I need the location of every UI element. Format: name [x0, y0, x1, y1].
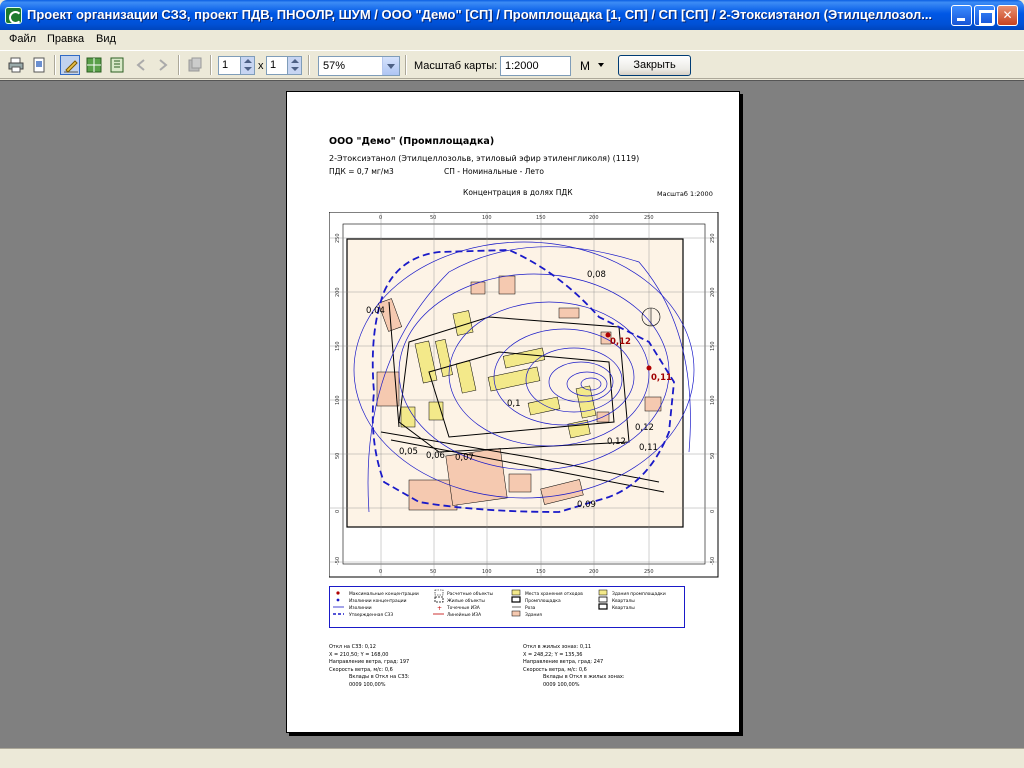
tick-x: 0: [379, 569, 383, 575]
layers-icon: [86, 57, 102, 73]
tick-y: 150: [335, 341, 341, 351]
map-legend: [329, 586, 689, 630]
page-setup-icon: [31, 57, 47, 73]
tick-x: 50: [430, 215, 437, 221]
contour-label: 0,11: [651, 373, 672, 383]
pages-button[interactable]: [184, 55, 204, 75]
chevron-down-icon[interactable]: [382, 57, 399, 75]
stats-residential: [523, 644, 625, 689]
arrow-right-icon: [155, 57, 171, 73]
tick-x: 200: [589, 569, 599, 575]
contour-label: 0,06: [426, 451, 445, 461]
tick-y: -50: [335, 556, 341, 565]
unit-arrow-icon[interactable]: [598, 63, 604, 67]
tick-x: 250: [644, 569, 654, 575]
tick-x: 200: [589, 215, 599, 221]
page-setup-button[interactable]: [29, 55, 49, 75]
zoom-select[interactable]: [318, 56, 400, 76]
pdk-value: ПДК = 0,7 мг/м3: [329, 167, 394, 176]
edit-map-button[interactable]: [60, 55, 80, 75]
legend-item: Точечные ИЗА: [447, 606, 480, 611]
tick-x: 100: [482, 569, 492, 575]
menu-bar: [0, 30, 1024, 50]
pages-x-separator: x: [258, 60, 264, 72]
printer-icon: [8, 57, 24, 73]
legend-item: Места хранения отходов: [525, 592, 583, 597]
print-button[interactable]: [6, 55, 26, 75]
pages-y-stepper[interactable]: [266, 56, 302, 75]
tick-x: 150: [536, 569, 546, 575]
menu-edit[interactable]: Правка: [47, 33, 85, 45]
map-scale-input[interactable]: 1:2000: [500, 56, 571, 76]
substance-title: 2-Этоксиэтанол (Этилцеллозольв, этиловый эфир этиленгликоля) (1119): [329, 154, 640, 163]
tick-y: 0: [710, 509, 716, 513]
legend-item: Здания промплощадки: [612, 592, 666, 597]
stats-line: Направление ветра, град: 197: [329, 659, 410, 665]
pages-x-stepper[interactable]: [218, 56, 255, 75]
legend-item: Здания: [525, 613, 542, 618]
tick-y: 0: [335, 509, 341, 513]
status-bar: [0, 748, 1024, 768]
pages-icon: [186, 57, 202, 73]
tick-y: 200: [335, 287, 341, 297]
stats-szz: [329, 644, 409, 689]
menu-view[interactable]: Вид: [96, 33, 116, 45]
tick-x: 50: [430, 569, 437, 575]
legend-item: Линейные ИЗА: [447, 613, 482, 618]
close-button[interactable]: Закрыть: [618, 55, 691, 76]
legend-item: Роза: [525, 606, 536, 611]
contour-label: 0,12: [610, 337, 631, 347]
stats-line: Скорость ветра, м/с: 0,6: [523, 666, 587, 673]
legend-item: Расчетные объекты: [447, 592, 493, 597]
close-window-button[interactable]: ✕: [997, 5, 1018, 26]
contour-label: 0,1: [507, 399, 521, 409]
stats-line: Вклады в Откл в жилых зонах:: [543, 674, 625, 680]
stats-line: X = 248,22; Y = 135,36: [523, 651, 583, 658]
stats-line: X = 210,50; Y = 168,00: [329, 651, 389, 658]
stats-line: 0009 100,00%: [349, 681, 386, 688]
contour-label: 0,12: [635, 423, 654, 433]
arrow-left-icon: [133, 57, 149, 73]
layers-button[interactable]: [84, 55, 104, 75]
stats-line: Скорость ветра, м/с: 0,6: [329, 666, 393, 673]
pencil-chart-icon: [63, 58, 79, 74]
legend-item: Изолинии: [349, 606, 372, 611]
pages-x-value: 1: [222, 59, 229, 71]
legend-item: Утвержденная СЗЗ: [349, 613, 394, 618]
contour-label: 0,07: [455, 453, 474, 463]
svg-text:+: +: [437, 605, 443, 612]
contour-label: 0,11: [639, 443, 658, 453]
contour-label: 0,08: [587, 270, 606, 280]
map-scale-text: Масштаб 1:2000: [657, 190, 713, 198]
tick-y: 150: [710, 341, 716, 351]
stats-line: Откл на СЗЗ: 0,12: [329, 644, 376, 650]
stats-line: Направление ветра, град: 247: [523, 659, 604, 665]
legend-icon: [109, 57, 125, 73]
contour-label: 0,09: [577, 500, 596, 510]
legend-item: Промплощадка: [525, 599, 561, 604]
minimize-button[interactable]: [951, 5, 972, 26]
tick-y: -50: [710, 556, 716, 565]
title-bar: [0, 0, 1024, 30]
map-title: Концентрация в долях ПДК: [463, 188, 573, 197]
org-title: ООО "Демо" (Промплощадка): [329, 136, 495, 147]
zoom-value: 57%: [323, 60, 346, 72]
menu-file[interactable]: Файл: [9, 33, 37, 45]
report-page: [286, 91, 740, 733]
tick-y: 50: [335, 452, 341, 459]
tick-x: 100: [482, 215, 492, 221]
window-title: Проект организации СЗЗ, проект ПДВ, ПНООЛР, ШУМ / ООО "Демо" [СП] / Промплощадка [1, СП] / СП [СП] / 2-Этоксиэтанол (Этилцеллозол...: [27, 7, 933, 22]
tick-y: 250: [710, 233, 716, 243]
legend-item: Жилые объекты: [447, 599, 485, 604]
back-button[interactable]: [131, 55, 151, 75]
tick-x: 150: [536, 215, 546, 221]
stats-line: 0009 100,00%: [543, 681, 580, 688]
pages-y-value: 1: [270, 59, 277, 71]
maximize-button[interactable]: [974, 5, 995, 26]
legend-item: Кварталы: [612, 599, 635, 604]
app-icon[interactable]: [5, 7, 22, 24]
concentration-map: [329, 212, 719, 578]
contour-label: 0,12: [607, 437, 626, 447]
max-point-residential: [647, 366, 652, 371]
unit-dropdown[interactable]: М: [580, 59, 590, 73]
calc-mode: СП - Номинальные - Лето: [444, 167, 544, 176]
tick-y: 50: [710, 452, 716, 459]
tick-y: 200: [710, 287, 716, 297]
pages-x-arrows[interactable]: [240, 57, 254, 74]
legend-button[interactable]: [107, 55, 127, 75]
pages-y-arrows[interactable]: [287, 57, 301, 74]
tick-x: 0: [379, 215, 383, 221]
legend-item: Максимальные концентрации: [349, 592, 419, 597]
stats-line: Откл в жилых зонах: 0,11: [523, 644, 592, 650]
tick-y: 100: [710, 395, 716, 405]
tick-y: 100: [335, 395, 341, 405]
tick-x: 250: [644, 215, 654, 221]
legend-item: Изолинии концентрации: [349, 599, 407, 604]
map-scale-label: Масштаб карты:: [414, 60, 498, 72]
stats-line: Вклады в Откл на СЗЗ:: [349, 674, 410, 680]
toolbar: [0, 50, 1024, 79]
contour-label: 0,04: [366, 306, 385, 316]
forward-button[interactable]: [153, 55, 173, 75]
contour-label: 0,05: [399, 447, 418, 457]
tick-y: 250: [335, 233, 341, 243]
legend-item: Кварталы: [612, 606, 635, 611]
print-preview-area[interactable]: [0, 80, 1024, 748]
